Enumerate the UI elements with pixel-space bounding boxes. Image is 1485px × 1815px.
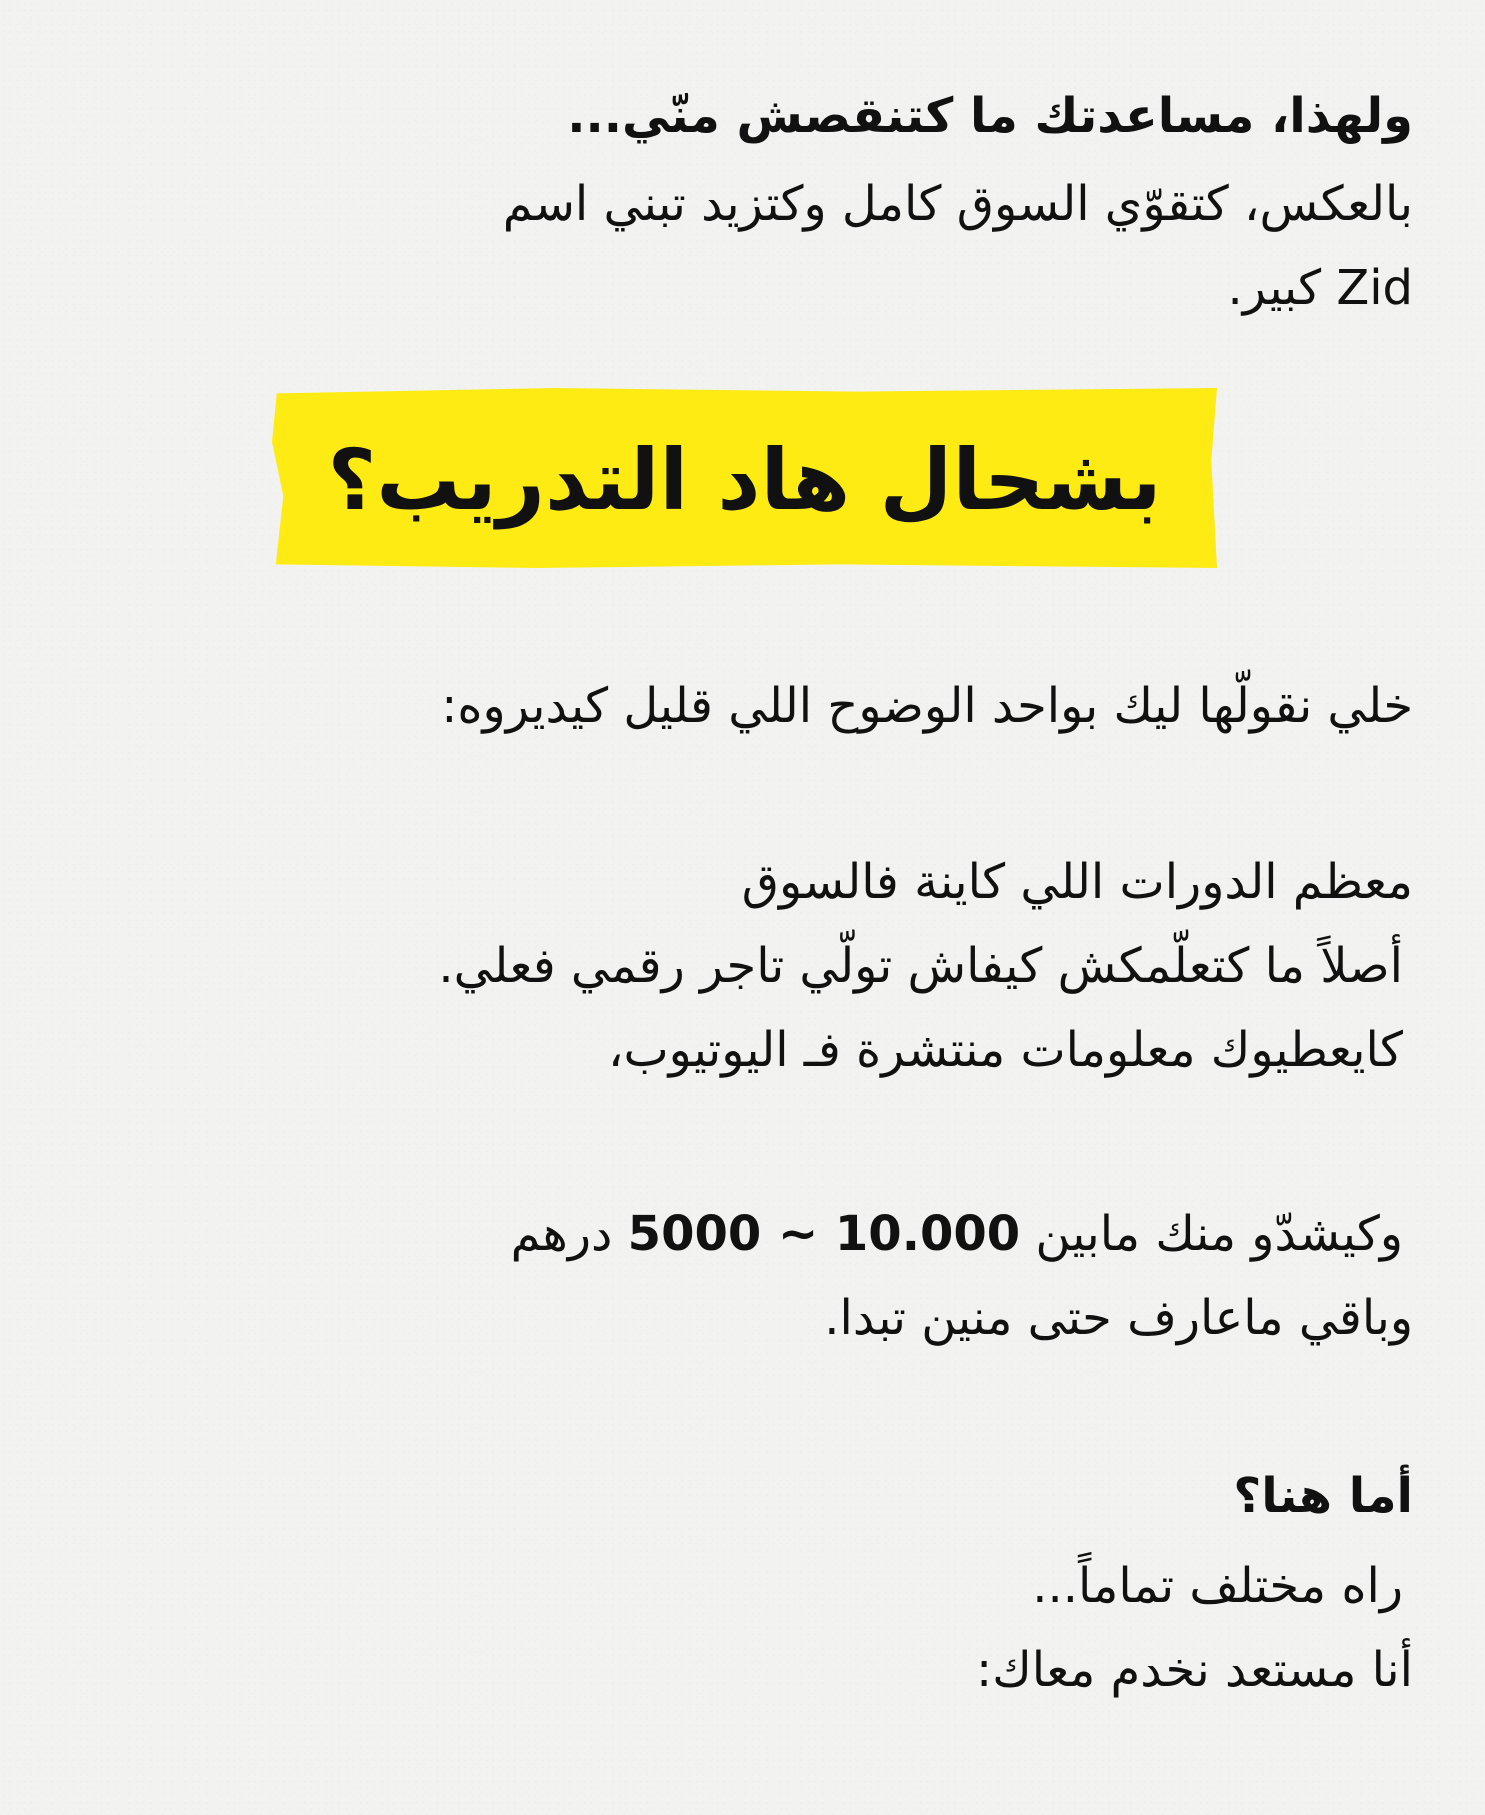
intro-line-2: بالعكس، كتقوّي السوق كامل وكتزيد تبني اسم [502, 176, 1413, 232]
courses-line-1: معظم الدورات اللي كاينة فالسوق [741, 854, 1413, 910]
closing-line-2: أنا مستعد نخدم معاك: [976, 1642, 1413, 1698]
closing-line-1: راه مختلف تماماً... [1032, 1558, 1403, 1614]
price-line-2: وباقي ماعارف حتى منين تبدا. [824, 1290, 1413, 1346]
price-currency: درهم [510, 1206, 613, 1262]
intro-line-3: Zid كبير. [1227, 260, 1413, 316]
lead-line: خلي نقولّها ليك بواحد الوضوح اللي قليل كيديروه: [441, 678, 1413, 734]
closing-question: أما هنا؟ [1233, 1468, 1413, 1524]
intro-line-1: ولهذا، مساعدتك ما كتنقصش منّي... [567, 88, 1413, 144]
courses-line-3: كايعطيوك معلومات منتشرة فـ اليوتيوب، [607, 1022, 1403, 1078]
price-prefix: وكيشدّو منك مابين [1035, 1206, 1403, 1262]
price-heading: بشحال هاد التدريب؟ [327, 431, 1162, 529]
courses-line-2: أصلاً ما كتعلّمكش كيفاش تولّي تاجر رقمي فعلي. [438, 938, 1403, 994]
price-line-1 [60, 1204, 1403, 1264]
price-range: 5000 ~ 10.000 [627, 1206, 1021, 1262]
